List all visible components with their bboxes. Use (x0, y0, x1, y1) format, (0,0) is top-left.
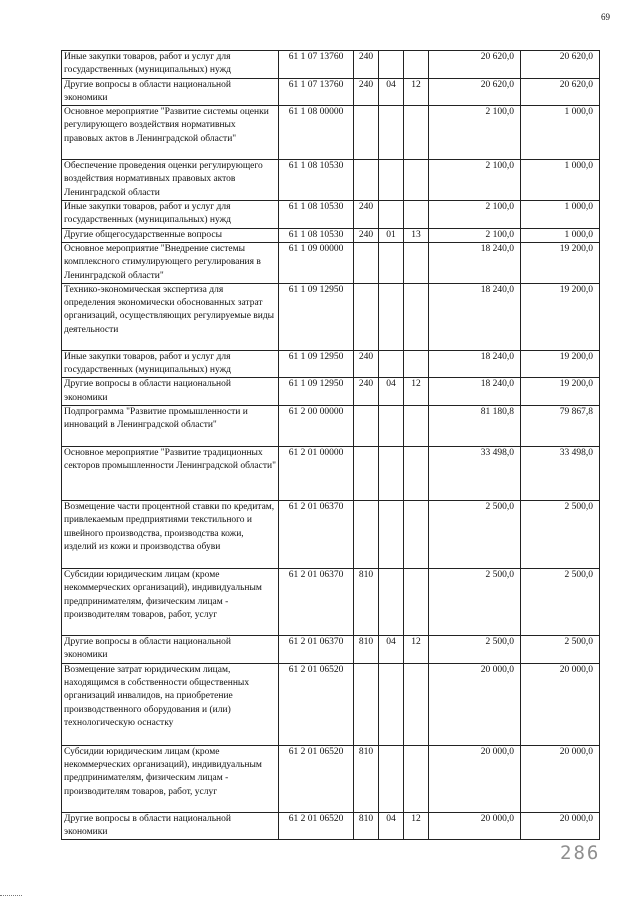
row-section-cell (379, 501, 404, 569)
row-name-cell: Другие вопросы в области национальной экономики (62, 378, 279, 406)
row-amount-2-cell: 19 200,0 (521, 283, 600, 350)
table-row (62, 78, 600, 106)
row-name-cell: Основное мероприятие "Внедрение системы комплексного стимулирующего регулирования в Ленинградской области" (62, 242, 279, 283)
row-subsection-cell (404, 406, 429, 447)
row-amount-1-cell: 2 500,0 (429, 636, 521, 664)
table-row (62, 228, 600, 242)
row-subsection-cell: 13 (404, 228, 429, 242)
row-section-cell (379, 406, 404, 447)
row-expense-type-cell: 810 (354, 569, 379, 636)
row-name-cell: Основное мероприятие "Развитие системы оценки регулирующего воздействия нормативных правовых актов в Ленинградской области" (62, 106, 279, 160)
row-section-cell (379, 283, 404, 350)
row-name-cell: Возмещение части процентной ставки по кредитам, привлекаемым предприятиями текстильного и швейного производства, производства кожи, изделий из кожи и производства обуви (62, 501, 279, 569)
row-amount-1-cell: 33 498,0 (429, 447, 521, 501)
row-section-cell (379, 106, 404, 160)
row-expense-type-cell: 240 (354, 378, 379, 406)
row-section-cell (379, 350, 404, 378)
row-amount-1-cell: 2 500,0 (429, 501, 521, 569)
row-expense-type-cell: 240 (354, 51, 379, 79)
row-expense-type-cell (354, 663, 379, 745)
row-target-code-cell: 61 1 08 10530 (279, 228, 354, 242)
row-expense-type-cell (354, 160, 379, 201)
table-row (62, 201, 600, 229)
table-row (62, 636, 600, 664)
row-name-cell: Иные закупки товаров, работ и услуг для государственных (муниципальных) нужд (62, 350, 279, 378)
row-expense-type-cell (354, 106, 379, 160)
row-section-cell: 04 (379, 378, 404, 406)
row-subsection-cell (404, 350, 429, 378)
row-subsection-cell (404, 663, 429, 745)
row-target-code-cell: 61 1 09 00000 (279, 242, 354, 283)
row-amount-2-cell: 20 000,0 (521, 745, 600, 812)
table-row (62, 745, 600, 812)
row-subsection-cell (404, 106, 429, 160)
row-amount-1-cell: 2 100,0 (429, 106, 521, 160)
row-amount-2-cell: 19 200,0 (521, 242, 600, 283)
row-name-cell: Возмещение затрат юридическим лицам, находящимся в собственности общественных организаций инвалидов, на приобретение производственного оборудования и (или) технологическую оснастку (62, 663, 279, 745)
row-amount-1-cell: 18 240,0 (429, 378, 521, 406)
row-expense-type-cell: 240 (354, 228, 379, 242)
row-subsection-cell: 12 (404, 636, 429, 664)
row-subsection-cell (404, 160, 429, 201)
row-amount-2-cell: 2 500,0 (521, 501, 600, 569)
table-row (62, 350, 600, 378)
row-amount-1-cell: 20 620,0 (429, 78, 521, 106)
row-expense-type-cell: 240 (354, 78, 379, 106)
row-name-cell: Другие общегосударственные вопросы (62, 228, 279, 242)
row-target-code-cell: 61 2 00 00000 (279, 406, 354, 447)
row-amount-1-cell: 18 240,0 (429, 242, 521, 283)
row-target-code-cell: 61 1 09 12950 (279, 350, 354, 378)
row-expense-type-cell: 810 (354, 745, 379, 812)
row-expense-type-cell (354, 447, 379, 501)
row-amount-1-cell: 20 620,0 (429, 51, 521, 79)
row-expense-type-cell (354, 242, 379, 283)
row-subsection-cell (404, 283, 429, 350)
row-target-code-cell: 61 1 09 12950 (279, 283, 354, 350)
row-amount-2-cell: 19 200,0 (521, 378, 600, 406)
row-target-code-cell: 61 2 01 06520 (279, 663, 354, 745)
row-amount-1-cell: 2 100,0 (429, 201, 521, 229)
table-row (62, 447, 600, 501)
row-section-cell (379, 160, 404, 201)
row-target-code-cell: 61 2 01 06370 (279, 501, 354, 569)
budget-table-body (62, 51, 600, 840)
budget-table (61, 50, 600, 840)
row-expense-type-cell (354, 283, 379, 350)
page-number: 69 (601, 12, 610, 22)
row-section-cell: 01 (379, 228, 404, 242)
row-amount-1-cell: 20 000,0 (429, 745, 521, 812)
table-row (62, 812, 600, 840)
margin-dotted-mark (0, 895, 22, 896)
row-target-code-cell: 61 2 01 06370 (279, 636, 354, 664)
row-target-code-cell: 61 1 08 10530 (279, 201, 354, 229)
row-amount-1-cell: 18 240,0 (429, 350, 521, 378)
row-expense-type-cell: 240 (354, 201, 379, 229)
table-row (62, 501, 600, 569)
row-amount-2-cell: 1 000,0 (521, 106, 600, 160)
table-row (62, 283, 600, 350)
row-target-code-cell: 61 1 07 13760 (279, 78, 354, 106)
table-row (62, 160, 600, 201)
row-section-cell (379, 242, 404, 283)
row-amount-2-cell: 1 000,0 (521, 201, 600, 229)
row-expense-type-cell: 240 (354, 350, 379, 378)
row-subsection-cell (404, 51, 429, 79)
row-amount-2-cell: 20 620,0 (521, 78, 600, 106)
row-amount-2-cell: 20 000,0 (521, 812, 600, 840)
row-target-code-cell: 61 1 09 12950 (279, 378, 354, 406)
row-name-cell: Технико-экономическая экспертиза для определения экономически обоснованных затрат организаций, осуществляющих регулируемые виды деятельности (62, 283, 279, 350)
row-amount-1-cell: 20 000,0 (429, 812, 521, 840)
row-target-code-cell: 61 1 08 10530 (279, 160, 354, 201)
row-expense-type-cell (354, 406, 379, 447)
row-subsection-cell: 12 (404, 78, 429, 106)
row-target-code-cell: 61 1 07 13760 (279, 51, 354, 79)
row-subsection-cell (404, 242, 429, 283)
row-name-cell: Субсидии юридическим лицам (кроме некоммерческих организаций), индивидуальным предпринимателям, физическим лицам - производителям товаров, работ, услуг (62, 745, 279, 812)
row-target-code-cell: 61 2 01 06520 (279, 745, 354, 812)
row-target-code-cell: 61 2 01 06370 (279, 569, 354, 636)
row-amount-2-cell: 2 500,0 (521, 569, 600, 636)
row-amount-1-cell: 2 500,0 (429, 569, 521, 636)
row-section-cell (379, 745, 404, 812)
row-amount-1-cell: 81 180,8 (429, 406, 521, 447)
row-amount-1-cell: 2 100,0 (429, 160, 521, 201)
row-amount-2-cell: 33 498,0 (521, 447, 600, 501)
table-row (62, 106, 600, 160)
row-subsection-cell (404, 569, 429, 636)
row-section-cell: 04 (379, 78, 404, 106)
row-name-cell: Другие вопросы в области национальной экономики (62, 78, 279, 106)
row-target-code-cell: 61 2 01 06520 (279, 812, 354, 840)
row-subsection-cell: 12 (404, 378, 429, 406)
row-amount-1-cell: 20 000,0 (429, 663, 521, 745)
row-amount-2-cell: 79 867,8 (521, 406, 600, 447)
row-section-cell (379, 569, 404, 636)
row-subsection-cell (404, 501, 429, 569)
handwritten-page-number: 286 (560, 842, 601, 864)
row-amount-2-cell: 1 000,0 (521, 228, 600, 242)
table-row (62, 663, 600, 745)
row-section-cell (379, 51, 404, 79)
table-row (62, 51, 600, 79)
row-subsection-cell (404, 745, 429, 812)
row-expense-type-cell: 810 (354, 812, 379, 840)
row-section-cell (379, 663, 404, 745)
row-amount-2-cell: 20 000,0 (521, 663, 600, 745)
table-row (62, 406, 600, 447)
row-subsection-cell: 12 (404, 812, 429, 840)
row-section-cell: 04 (379, 636, 404, 664)
row-section-cell: 04 (379, 812, 404, 840)
row-name-cell: Субсидии юридическим лицам (кроме некоммерческих организаций), индивидуальным предпринимателям, физическим лицам - производителям товаров, работ, услуг (62, 569, 279, 636)
row-amount-2-cell: 20 620,0 (521, 51, 600, 79)
table-row (62, 378, 600, 406)
row-name-cell: Подпрограмма "Развитие промышленности и инноваций в Ленинградской области" (62, 406, 279, 447)
row-section-cell (379, 201, 404, 229)
table-row (62, 242, 600, 283)
row-name-cell: Иные закупки товаров, работ и услуг для государственных (муниципальных) нужд (62, 201, 279, 229)
row-amount-2-cell: 1 000,0 (521, 160, 600, 201)
row-name-cell: Основное мероприятие "Развитие традиционных секторов промышленности Ленинградской области" (62, 447, 279, 501)
row-subsection-cell (404, 447, 429, 501)
table-row (62, 569, 600, 636)
row-amount-1-cell: 2 100,0 (429, 228, 521, 242)
row-expense-type-cell: 810 (354, 636, 379, 664)
row-target-code-cell: 61 1 08 00000 (279, 106, 354, 160)
row-target-code-cell: 61 2 01 00000 (279, 447, 354, 501)
row-name-cell: Другие вопросы в области национальной экономики (62, 636, 279, 664)
row-section-cell (379, 447, 404, 501)
row-name-cell: Обеспечение проведения оценки регулирующего воздействия нормативных правовых актов Ленинградской области (62, 160, 279, 201)
row-subsection-cell (404, 201, 429, 229)
row-name-cell: Другие вопросы в области национальной экономики (62, 812, 279, 840)
row-amount-2-cell: 2 500,0 (521, 636, 600, 664)
row-amount-2-cell: 19 200,0 (521, 350, 600, 378)
row-amount-1-cell: 18 240,0 (429, 283, 521, 350)
row-expense-type-cell (354, 501, 379, 569)
row-name-cell: Иные закупки товаров, работ и услуг для государственных (муниципальных) нужд (62, 51, 279, 79)
